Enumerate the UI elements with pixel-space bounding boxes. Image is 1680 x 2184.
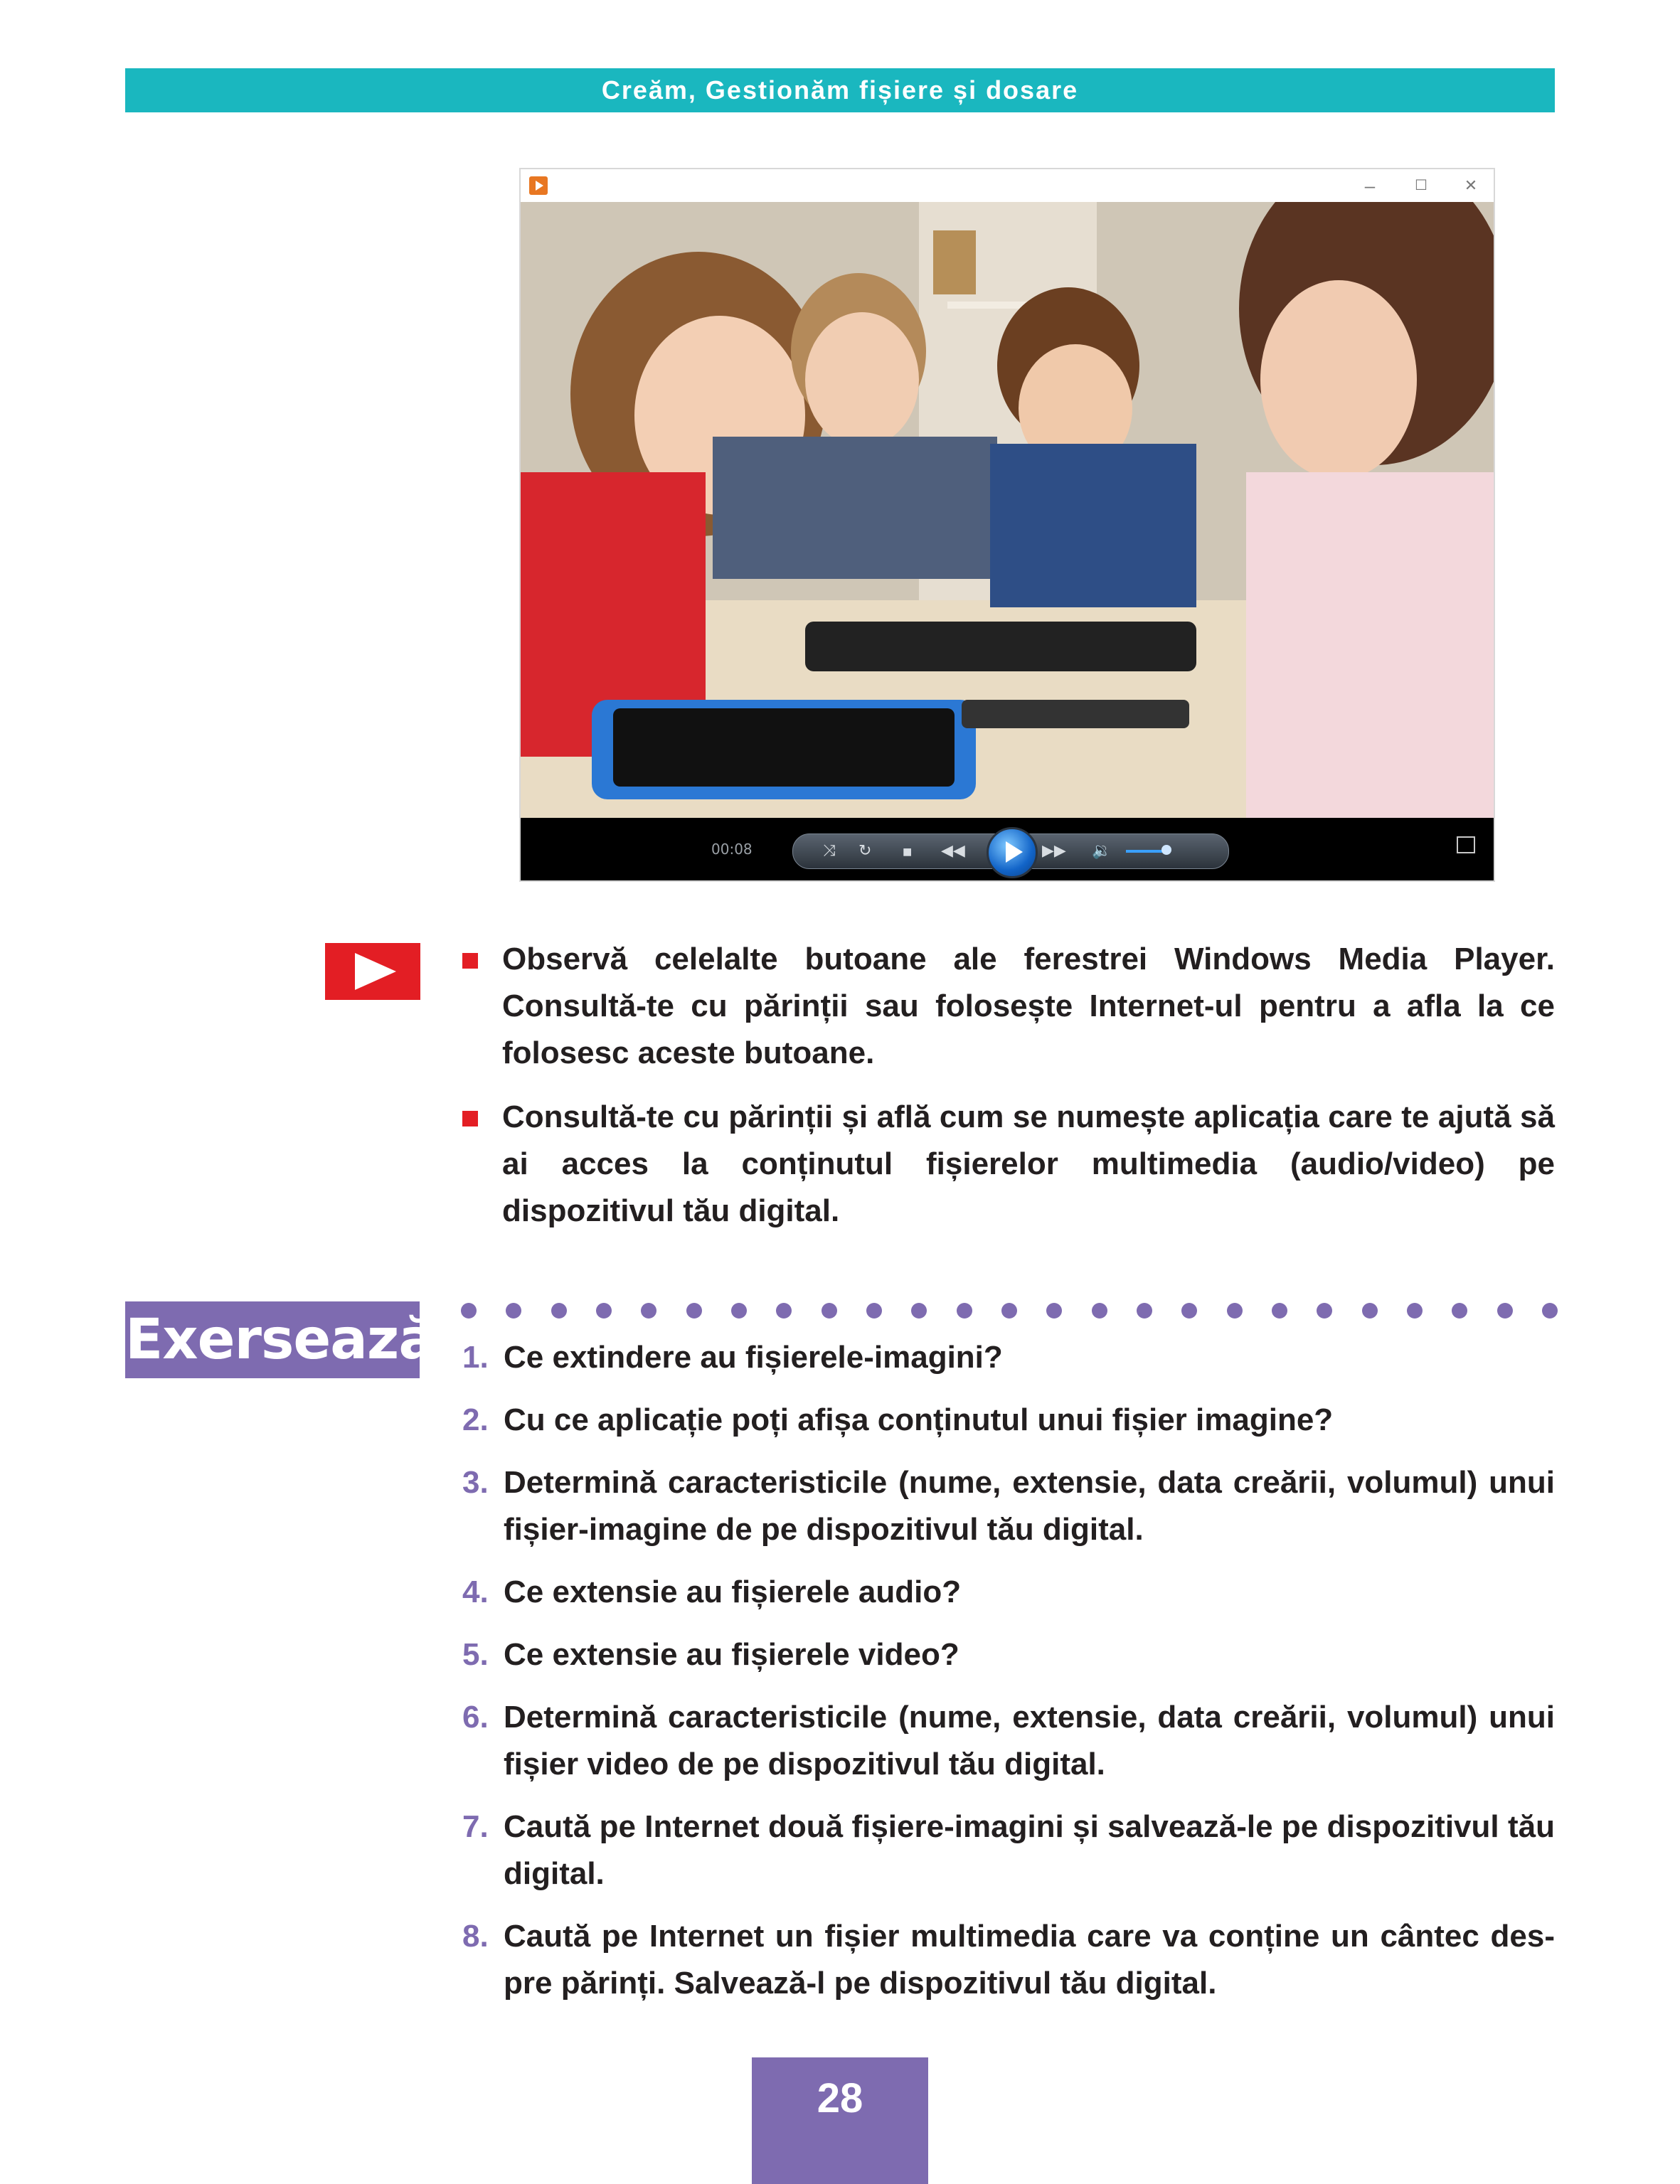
exercise-number: 4. [462, 1575, 489, 1609]
bullet-text: Consultă-te cu părinții și află cum se numește aplicația care te ajută să ai acces la conținutul fișierelor multimedia (audio/video) pe dispozitivul tău digital. [502, 1099, 1555, 1228]
bullet-square-icon [462, 1111, 478, 1126]
divider-dot [1497, 1303, 1513, 1319]
exercise-item [462, 1631, 1555, 1678]
divider-dot [461, 1303, 477, 1319]
maximize-button[interactable]: ☐ [1415, 178, 1428, 193]
exercise-label: Exersează! [125, 1301, 420, 1378]
exercise-number: 8. [462, 1919, 489, 1954]
exercise-text: Ce extensie au fișierele video? [504, 1637, 959, 1672]
divider-dot [1137, 1303, 1152, 1319]
dotted-divider [461, 1303, 1558, 1320]
exercise-number: 1. [462, 1340, 489, 1375]
activity-bullets [462, 936, 1555, 1252]
media-player-icon [529, 176, 548, 195]
exercise-item [462, 1397, 1555, 1444]
switch-to-now-playing-icon[interactable] [1457, 836, 1475, 853]
exercise-text: Caută pe Internet două fișiere-imagini și salvează-le pe dispozitivul tău digital. [504, 1809, 1555, 1891]
exercise-number: 5. [462, 1637, 489, 1672]
divider-dot [1227, 1303, 1243, 1319]
exercise-text: Ce extindere au fișierele-imagini? [504, 1340, 1003, 1375]
play-button[interactable] [987, 827, 1038, 878]
close-button[interactable]: ✕ [1464, 176, 1478, 194]
exercise-item [462, 1694, 1555, 1788]
divider-dot [506, 1303, 521, 1319]
exercise-number: 6. [462, 1700, 489, 1735]
divider-dot [1046, 1303, 1062, 1319]
divider-dot [866, 1303, 882, 1319]
player-controls [521, 818, 1494, 882]
divider-dot [911, 1303, 927, 1319]
page-number: 28 [752, 2057, 928, 2184]
exercise-text: Caută pe Internet un fișier multimedia care va conține un cântec des-pre părinți. Salvează-l pe dispozitivul tău digital. [504, 1919, 1555, 2001]
shuffle-icon[interactable]: ⤨ [823, 841, 836, 859]
chapter-header: Creăm, Gestionăm fișiere și dosare [125, 68, 1555, 112]
transport-controls [792, 833, 1229, 869]
bullet-square-icon [462, 953, 478, 969]
divider-dot [1001, 1303, 1017, 1319]
divider-dot [731, 1303, 747, 1319]
exercise-text: Determină caracteristicile (nume, extensie, data creării, volumul) unui fișier-imagine de pe dispozitivul tău digital. [504, 1465, 1555, 1547]
exercise-item [462, 1804, 1555, 1897]
divider-dot [641, 1303, 656, 1319]
exercise-item [462, 1459, 1555, 1553]
bullet-text: Observă celelalte butoane ale ferestrei Windows Media Player. Consultă-te cu părinții sau folosește Internet-ul pentru a afla la ce folosesc aceste butoane. [502, 942, 1555, 1070]
divider-dot [1362, 1303, 1378, 1319]
divider-dot [686, 1303, 702, 1319]
exercise-item [462, 1913, 1555, 2007]
exercise-text: Cu ce aplicație poți afișa conținutul unui fișier imagine? [504, 1402, 1334, 1437]
exercise-number: 2. [462, 1402, 489, 1437]
exercise-list [462, 1334, 1555, 2023]
divider-dot [957, 1303, 972, 1319]
video-frame[interactable] [521, 202, 1494, 818]
exercise-text: Ce extensie au fișierele audio? [504, 1575, 962, 1609]
exercise-item [462, 1334, 1555, 1381]
divider-dot [1092, 1303, 1107, 1319]
volume-slider[interactable] [1126, 850, 1166, 853]
divider-dot [776, 1303, 792, 1319]
media-player-window [519, 168, 1495, 882]
elapsed-time: 00:08 [711, 841, 753, 858]
exercise-number: 7. [462, 1809, 489, 1844]
video-play-icon [325, 943, 420, 1000]
divider-dot [1407, 1303, 1423, 1319]
volume-icon[interactable]: 🔉 [1092, 841, 1112, 859]
rewind-icon[interactable]: ◀◀ [941, 841, 965, 859]
divider-dot [596, 1303, 612, 1319]
stop-icon[interactable]: ■ [903, 843, 913, 861]
repeat-icon[interactable]: ↻ [858, 841, 872, 859]
exercise-number: 3. [462, 1465, 489, 1500]
divider-dot [1452, 1303, 1467, 1319]
list-item [462, 1094, 1555, 1235]
volume-slider-knob[interactable] [1161, 845, 1171, 855]
divider-dot [551, 1303, 567, 1319]
divider-dot [1542, 1303, 1558, 1319]
exercise-text: Determină caracteristicile (nume, extensie, data creării, volumul) unui fișier video de pe dispozitivul tău digital. [504, 1700, 1555, 1781]
player-titlebar [521, 169, 1494, 202]
minimize-button[interactable]: – [1364, 175, 1376, 196]
list-item [462, 936, 1555, 1077]
fast-forward-icon[interactable]: ▶▶ [1042, 841, 1066, 859]
divider-dot [1181, 1303, 1197, 1319]
divider-dot [1272, 1303, 1287, 1319]
divider-dot [1317, 1303, 1332, 1319]
divider-dot [822, 1303, 837, 1319]
video-scene-illustration [521, 202, 1494, 818]
exercise-item [462, 1569, 1555, 1616]
